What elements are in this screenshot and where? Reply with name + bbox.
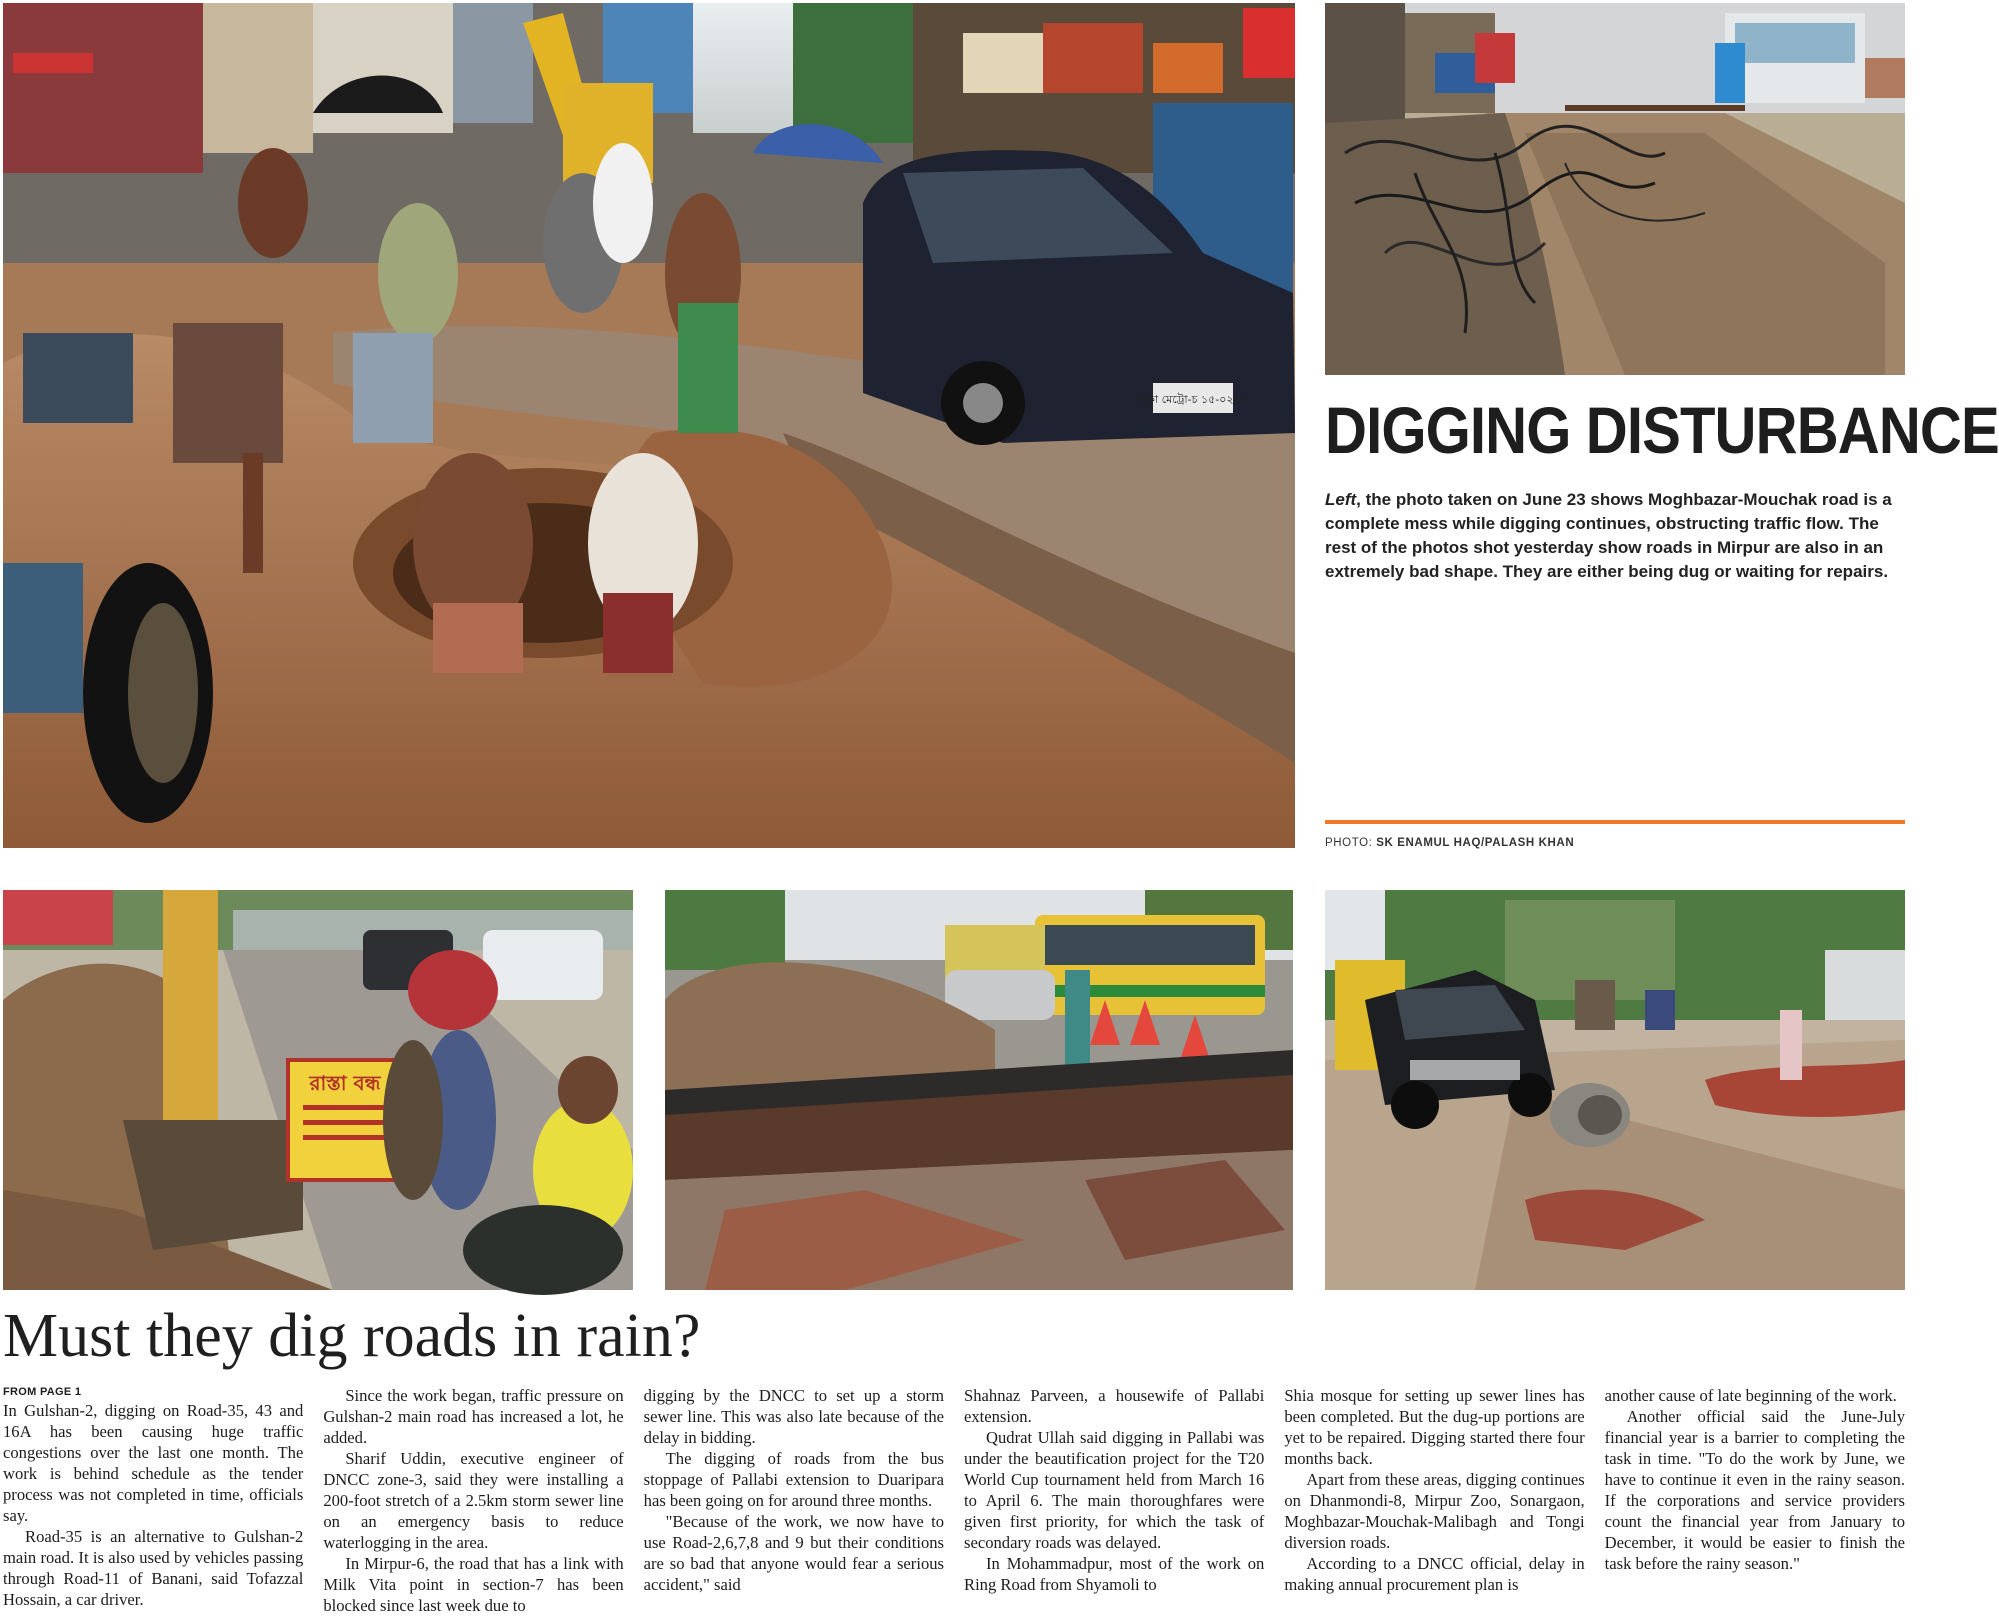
article-paragraph: The digging of roads from the bus stoppage of Pallabi extension to Duaripara has been going on for around three months. <box>643 1449 944 1510</box>
article-paragraph: Apart from these areas, digging continues on Dhanmondi-8, Mirpur Zoo, Sonargaon, Moghbazar-Mouchak-Malibagh and Tongi diversion roads. <box>1284 1470 1585 1552</box>
article-paragraph: In Mirpur-6, the road that has a link with Milk Vita point in section-7 has been blocked since last week due to <box>323 1554 624 1615</box>
photo-credit <box>1325 837 1574 849</box>
article-column-1 <box>3 1385 303 1617</box>
bottom-photo-suv-dug-road <box>1325 890 1905 1290</box>
article-paragraph: "Because of the work, we now have to use Road-2,6,7,8 and 9 but their conditions are so bad that anyone would fear a serious accident," said <box>643 1512 944 1594</box>
article-column-3 <box>644 1385 944 1617</box>
article-paragraph: Road-35 is an alternative to Gulshan-2 main road. It is also used by vehicles passing through Road-11 of Banani, said Tofazzal Hossain, a car driver. <box>3 1527 304 1609</box>
article-column-4 <box>964 1385 1264 1617</box>
top-right-photo-flooded-road <box>1325 3 1905 375</box>
accent-rule <box>1325 820 1905 824</box>
article-paragraph: According to a DNCC official, delay in making annual procurement plan is <box>1284 1554 1585 1594</box>
article-paragraph: another cause of late beginning of the work. <box>1604 1386 1897 1405</box>
bottom-photo-trench-bus <box>665 890 1293 1290</box>
photo-credit-label: PHOTO: <box>1325 837 1377 849</box>
article-paragraph: Since the work began, traffic pressure on Gulshan-2 main road has increased a lot, he added. <box>323 1386 624 1447</box>
article-kicker: FROM PAGE 1 <box>3 1386 82 1398</box>
article-paragraph: In Gulshan-2, digging on Road-35, 43 and 16A has been causing huge traffic congestions over the last one month. The work is behind schedule as the tender process was not completed in time, officials say. <box>3 1401 304 1525</box>
article-headline: Must they dig roads in rain? <box>3 1302 701 1370</box>
article-column-6 <box>1605 1385 1905 1617</box>
article-column-5 <box>1284 1385 1584 1617</box>
article-paragraph: Shahnaz Parveen, a housewife of Pallabi extension. <box>964 1386 1265 1426</box>
article-paragraph: In Mohammadpur, most of the work on Ring Road from Shyamoli to <box>964 1554 1265 1594</box>
feature-heading: DIGGING DISTURBANCE <box>1325 393 1999 467</box>
main-photo-road-digging <box>3 3 1295 848</box>
article-paragraph: Sharif Uddin, executive engineer of DNCC zone-3, said they were installing a 200-foot stretch of a 2.5km storm sewer line on an emergency basis to reduce waterlogging in the area. <box>323 1449 624 1552</box>
article-column-2 <box>323 1385 623 1617</box>
article-paragraph: digging by the DNCC to set up a storm sewer line. This was also late because of the delay in bidding. <box>643 1386 944 1447</box>
bottom-photo-excavator-sign <box>3 890 633 1290</box>
main-photo-plate-text: চাকা মেট্রো-চ ১৫-০২৮৩ <box>1138 393 1248 406</box>
caption-text: , the photo taken on June 23 shows Moghbazar-Mouchak road is a complete mess while digging continues, obstructing traffic flow. The rest of the photos shot yesterday show roads in Mirpur are also in an extremely bad shape. They are either being dug or waiting for repairs. <box>1325 490 1892 581</box>
road-closed-sign-text: রাস্তা বন্ধ <box>309 1071 381 1095</box>
caption-lead: Left <box>1325 490 1357 509</box>
article-paragraph: Qudrat Ullah said digging in Pallabi was under the beautification project for the T20 World Cup tournament held from March 16 to April 6. The main thoroughfares were given first priority, for which the task of secondary roads was delayed. <box>964 1428 1265 1552</box>
photo-credit-names: SK ENAMUL HAQ/PALASH KHAN <box>1376 837 1575 849</box>
article-paragraph: Another official said the June-July financial year is a barrier to completing the task in time. "To do the work by June, we have to continue it even in the rainy season. If the corporations and service providers count the financial year from January to December, it would be easier to finish the task before the rainy season." <box>1604 1407 1905 1573</box>
article-paragraph: Shia mosque for setting up sewer lines has been completed. But the dug-up portions are yet to be repaired. Digging started there four months back. <box>1284 1386 1585 1468</box>
article-body <box>3 1385 1905 1617</box>
feature-caption <box>1325 488 1900 584</box>
